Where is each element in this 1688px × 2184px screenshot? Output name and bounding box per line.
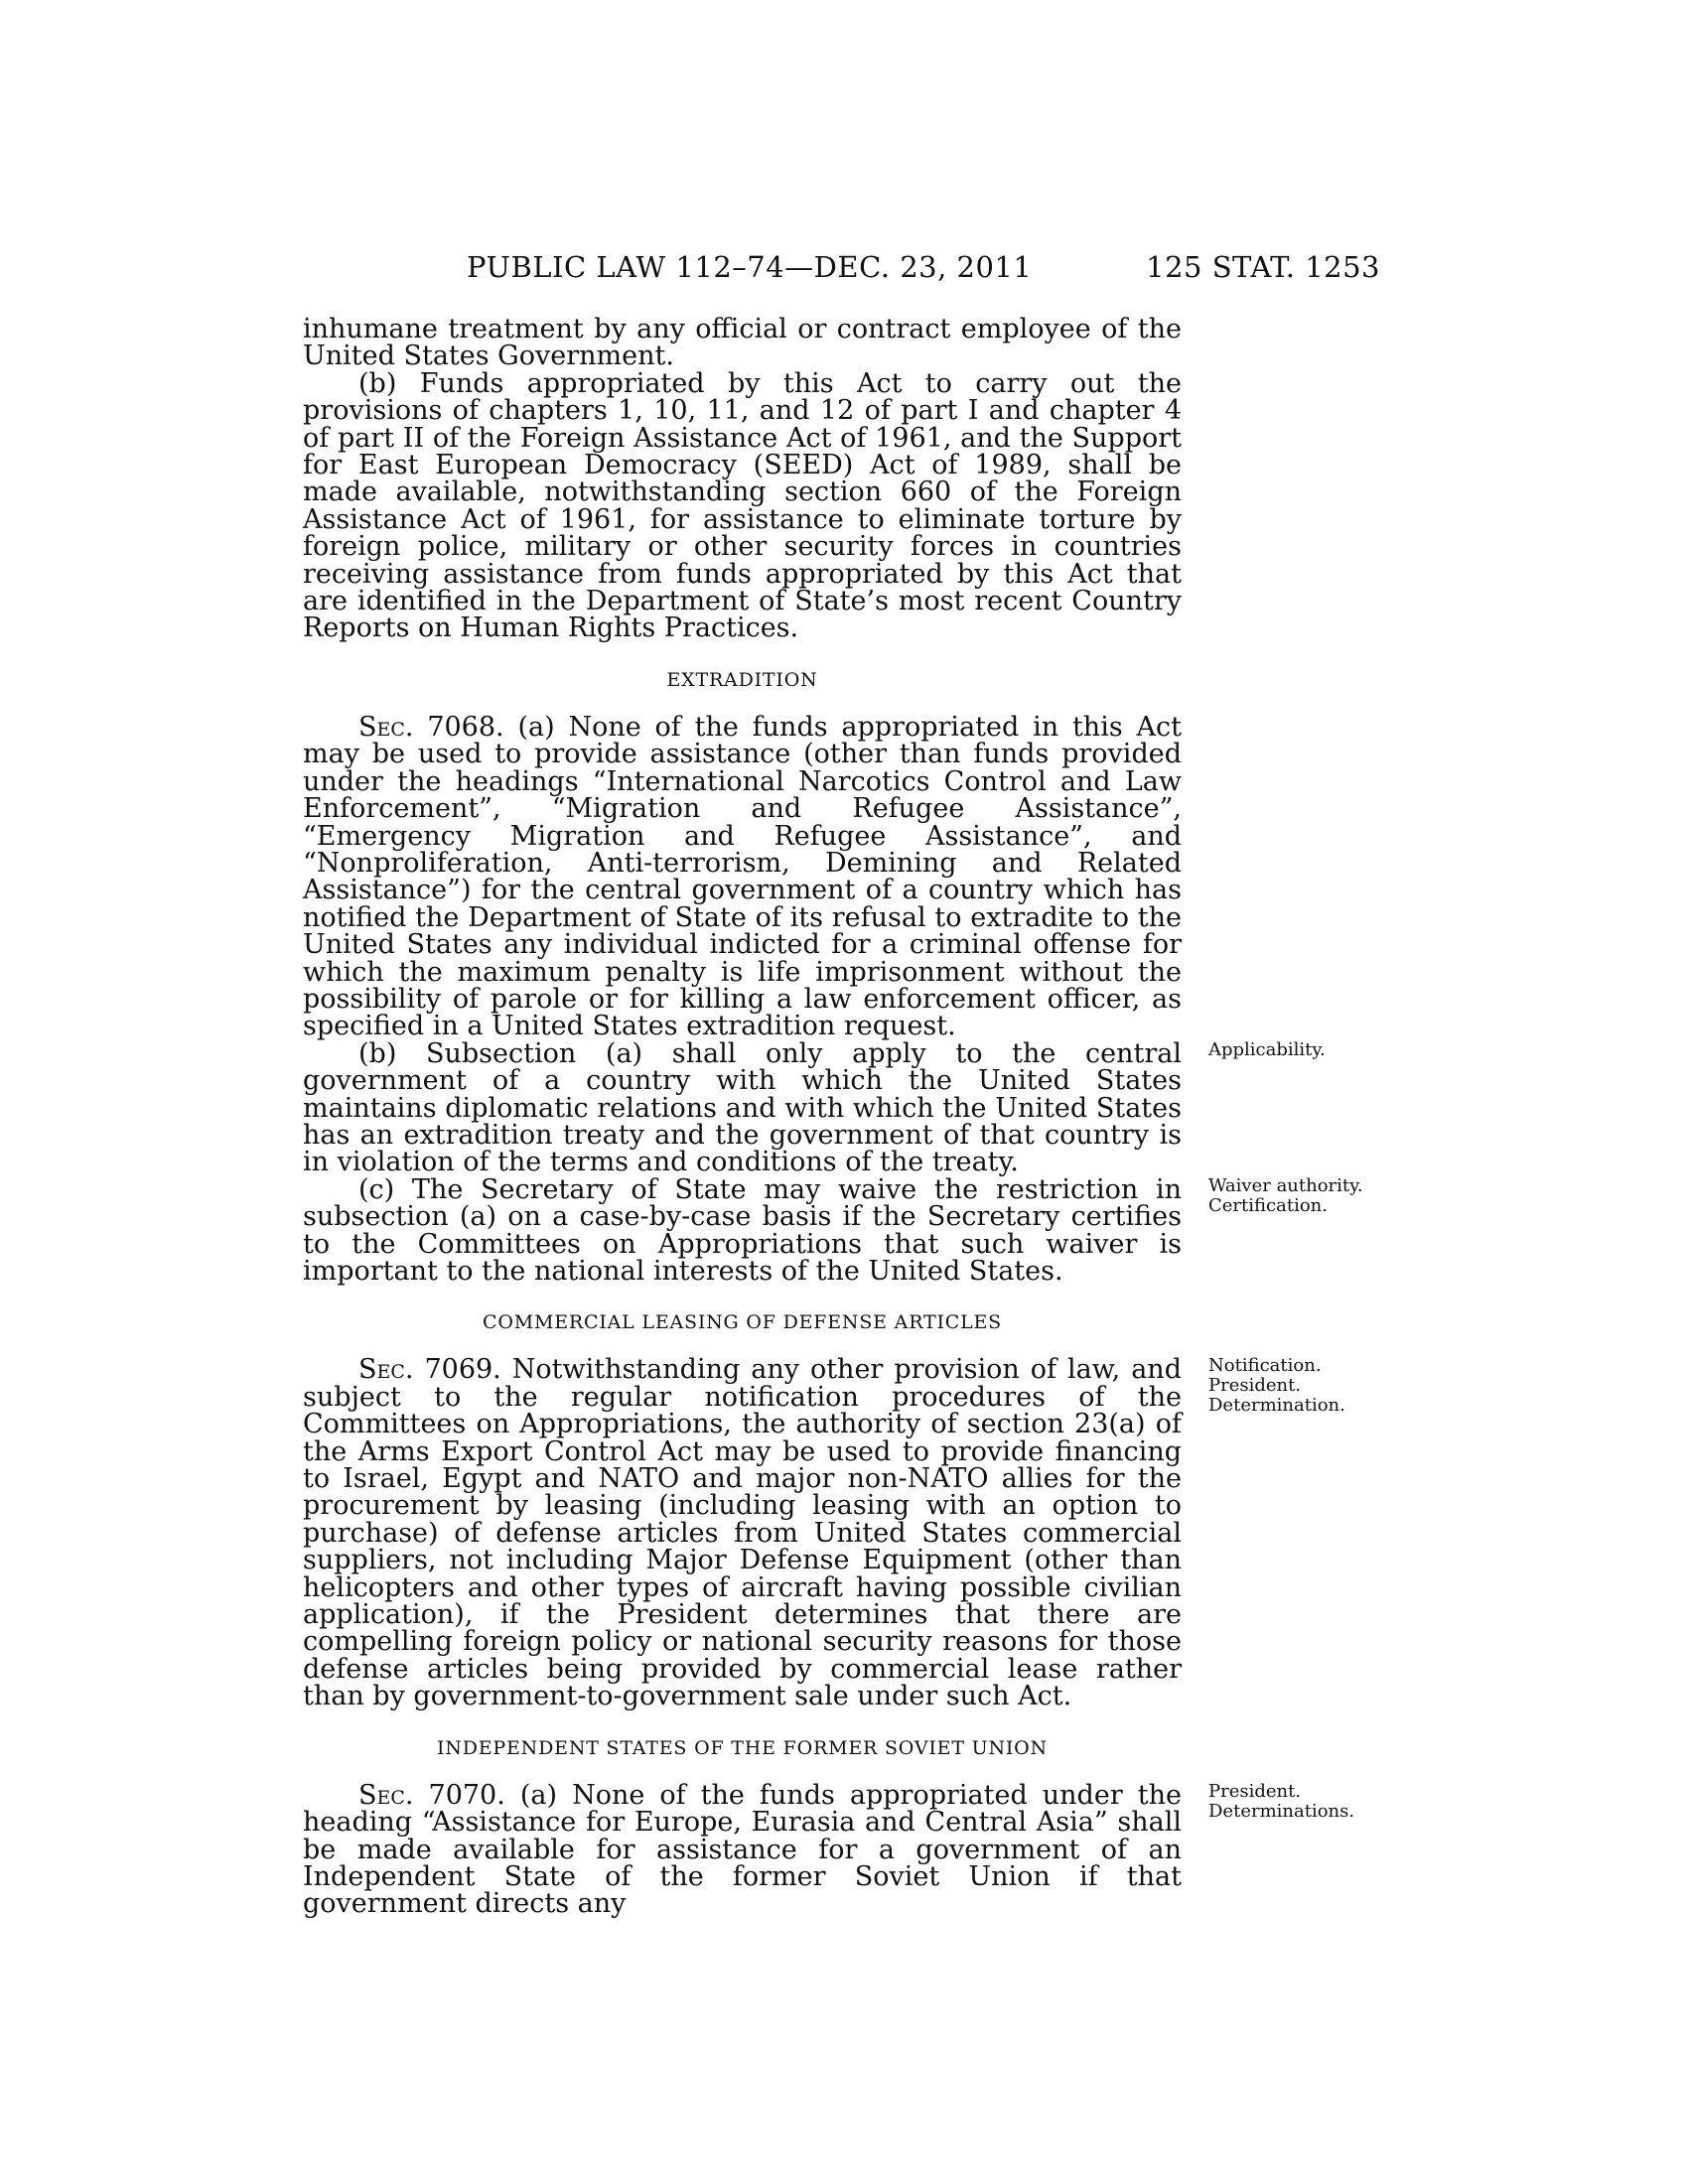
paragraph-b-torture: (b) Funds appropriated by this Act to carry out the provisions of chapters 1, 10, 11, and 12 of part I and chapter 4 of part II of the Foreign Assistance Act of 1961, and the Support for East European Democracy (SEED) Act of 1989, shall be made available, notwithstanding section 660 of the Foreign Assistance Act of 1961, for assistance to eliminate torture by foreign police, military or other security forces in countries receiving assistance from funds appropriated by this Act that are identified in the Department of State’s most recent Country Reports on Human Rights Practices. xyxy=(303,367,1182,644)
margin-note-president-group xyxy=(1208,1782,1407,1822)
public-law-title: PUBLIC LAW 112–74—DEC. 23, 2011 xyxy=(467,250,1033,284)
sec-7070-a xyxy=(303,1779,1182,1920)
section-heading-soviet-union: INDEPENDENT STATES OF THE FORMER SOVIET UNION xyxy=(437,1736,1048,1759)
section-heading-commercial-leasing: COMMERCIAL LEASING OF DEFENSE ARTICLES xyxy=(482,1311,1002,1334)
sec-7068-c: (c) The Secretary of State may waive the restriction in subsection (a) on a case-by-case basis if the Secretary certifies to the Committees on Appropriations that such waiver is important to the national interests of the United States. xyxy=(303,1173,1182,1287)
margin-note-president-2: President. xyxy=(1208,1780,1302,1802)
margin-note-certification: Certification. xyxy=(1208,1194,1328,1216)
margin-note-notification-group xyxy=(1208,1356,1407,1416)
sec-7070-label: Sec. 7070. xyxy=(358,1779,505,1811)
sec-7068-c-block xyxy=(303,1173,1363,1287)
sec-7069-block xyxy=(303,1354,1345,1712)
sec-7068-a-block xyxy=(303,711,1182,1042)
sec-7070-block xyxy=(303,1779,1355,1920)
margin-note-waiver-authority: Waiver authority. xyxy=(1208,1174,1363,1196)
sec-7069 xyxy=(303,1354,1182,1712)
sec-7068-a xyxy=(303,711,1182,1042)
page-header xyxy=(298,250,1380,290)
margin-note-determinations: Determinations. xyxy=(1208,1800,1355,1822)
margin-note-determination: Determination. xyxy=(1208,1395,1345,1417)
sec-7069-text: Notwithstanding any other provision of law, and subject to the regular notification procedures of the Committees on Appropriations, the authority of section 23(a) of the Arms Export Control Act may be used to provide financing to Israel, Egypt and NATO and major non-NATO allies for the procurement by leasing (including leasing with an option to purchase) of defense articles from United States commercial suppliers, not including Major Defense Equipment (other than helicopters and other types of aircraft having possible civilian application), if the President determines that there are compelling foreign policy or national security reasons for those defense articles being provided by commercial lease rather than by government-to-government sale under such Act. xyxy=(303,1354,1182,1712)
sec-7068-b-block xyxy=(303,1037,1326,1178)
sec-7069-label: Sec. 7069. xyxy=(358,1354,501,1386)
sec-7068-b: (b) Subsection (a) shall only apply to the central government of a country with which the United States maintains diplomatic relations and with which the United States has an extradition treaty and the government of that country is in violation of the terms and conditions of the treaty. xyxy=(303,1037,1182,1178)
margin-note-notification: Notification. xyxy=(1208,1355,1322,1377)
body-text xyxy=(303,314,1363,1920)
margin-note-waiver xyxy=(1208,1176,1407,1216)
section-heading-extradition: EXTRADITION xyxy=(666,668,818,691)
statute-page-number: 125 STAT. 1253 xyxy=(1146,250,1380,284)
margin-note-applicability: Applicability. xyxy=(1208,1038,1326,1060)
margin-note-president: President. xyxy=(1208,1375,1302,1397)
sec-7068-label: Sec. 7068. xyxy=(358,711,504,743)
sec-7070-a-text: (a) None of the funds appropriated under the heading “Assistance for Europe, Eurasia and Central Asia” shall be made available for assistance for a government of an Independent State of the former Soviet Union if that government directs any xyxy=(303,1779,1182,1920)
sec-7068-a-text: (a) None of the funds appropriated in this Act may be used to provide assistance (other than funds provided under the headings “International Narcotics Control and Law Enforcement”, “Migration and Refugee Assistance”, “Emergency Migration and Refugee Assistance”, and “Nonproliferation, Anti-terrorism, Demining and Related Assistance”) for the central government of a country which has notified the Department of State of its refusal to extradite to the United States any individual indicted for a criminal offense for which the maximum penalty is life imprisonment without the possibility of parole or for killing a law enforcement officer, as specified in a United States extradition request. xyxy=(303,711,1182,1042)
paragraph-continued: inhumane treatment by any official or contract employee of the United States Government. xyxy=(303,314,1182,372)
